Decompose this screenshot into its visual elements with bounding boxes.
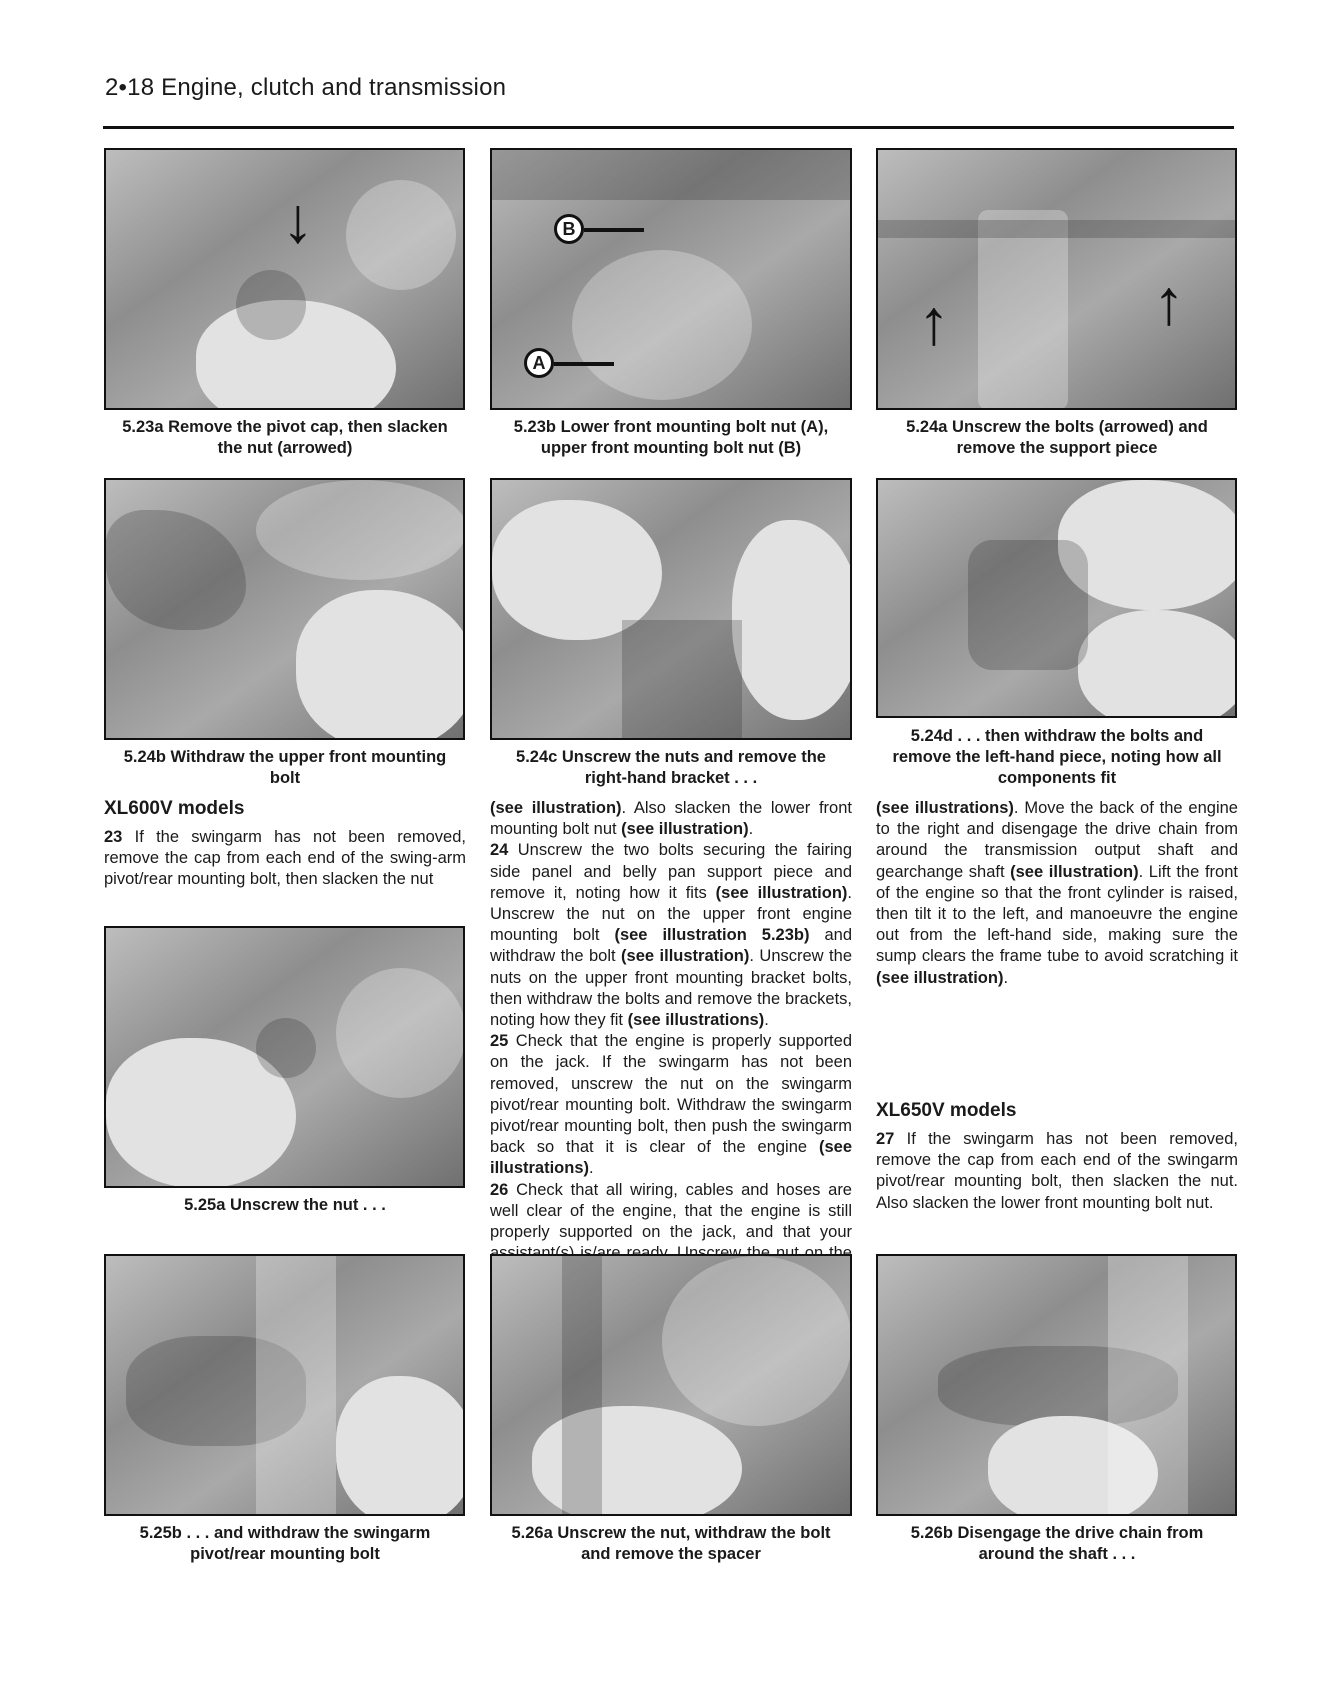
- section-heading-xl650v: XL650V models: [876, 1100, 1017, 1121]
- arrow-down-icon: ↓: [282, 184, 314, 256]
- caption-5-24c: 5.24c Unscrew the nuts and remove the right-hand bracket . . .: [516, 748, 826, 787]
- label-a: A: [524, 348, 554, 378]
- paragraph-col1: 23 If the swingarm has not been removed, remove the cap from each end of the swing-arm pivot/rear mounting bolt, then slacken the nut: [104, 828, 466, 889]
- header-rule: [103, 126, 1234, 129]
- photo-5-23a: [104, 148, 465, 410]
- caption-5-25b: 5.25b . . . and withdraw the swingarm pivot/rear mounting bolt: [139, 1524, 431, 1563]
- caption-5-24d: 5.24d . . . then withdraw the bolts and remove the left-hand piece, noting how all components fit: [892, 727, 1222, 787]
- caption-5-23a: 5.23a Remove the pivot cap, then slacken the nut (arrowed): [122, 418, 448, 457]
- paragraph-col3-b: 27 If the swingarm has not been removed, remove the cap from each end of the swingarm pivot/rear mounting bolt, then slacken the nut. Also slacken the lower front mounting bolt nut.: [876, 1130, 1238, 1212]
- page-header: 2•18 Engine, clutch and transmission: [105, 74, 507, 101]
- photo-5-26b: [876, 1254, 1237, 1516]
- photo-5-25b: [104, 1254, 465, 1516]
- photo-5-23b: [490, 148, 852, 410]
- paragraph-col3: (see illustrations). Move the back of the engine to the right and disengage the drive chain from around the transmission output shaft and gearchange shaft (see illustration). Lift the front of the engine so that the front cylinder is raised, then tilt it to the left, and manoeuvre the engine out from the left-hand side, making sure the sump clears the frame tube to avoid scratching it (see illustration).: [876, 799, 1238, 987]
- photo-5-24c: [490, 478, 852, 740]
- label-b: B: [554, 214, 584, 244]
- photo-5-25a: [104, 926, 465, 1188]
- caption-5-26a: 5.26a Unscrew the nut, withdraw the bolt and remove the spacer: [511, 1524, 831, 1563]
- photo-5-26a: [490, 1254, 852, 1516]
- paragraph-col2: (see illustration). Also slacken the lower front mounting bolt nut (see illustration). 24 Unscrew the two bolts securing the fairing side panel and belly pan support piece and remove it, noting how it fits (see illustration). Unscrew the nut on the upper front engine mounting bolt (see illustration 5.23b) and withdraw the bolt (see illustration). Unscrew the nuts on the upper front mounting bracket bolts, then withdraw the bolts and remove the brackets, noting how they fit (see illustrations). 25 Check that the engine is properly supported on the jack. If the swingarm has not been removed, unscrew the nut on the swingarm pivot/rear mounting bolt. Withdraw the swingarm pivot/rear mounting bolt, then push the swingarm back so that it is clear of the engine (see illustrations). 26 Check that all wiring, cables and hoses are well clear of the engine, that the engine is still properly supported on the jack, and that your: [490, 799, 852, 1242]
- caption-5-24b: 5.24b Withdraw the upper front mounting bolt: [123, 748, 447, 787]
- caption-5-26b: 5.26b Disengage the drive chain from around the shaft . . .: [910, 1524, 1204, 1563]
- arrow-up-icon: ↑: [918, 286, 950, 358]
- photo-5-24b: [104, 478, 465, 740]
- caption-5-24a: 5.24a Unscrew the bolts (arrowed) and remove the support piece: [906, 418, 1208, 457]
- photo-5-24a: [876, 148, 1237, 410]
- photo-5-24d: [876, 478, 1237, 718]
- caption-5-23b: 5.23b Lower front mounting bolt nut (A), upper front mounting bolt nut (B): [513, 418, 829, 457]
- caption-5-25a: 5.25a Unscrew the nut . . .: [184, 1196, 386, 1214]
- section-heading-xl600v: XL600V models: [104, 798, 245, 819]
- arrow-up-icon: ↑: [1153, 266, 1185, 338]
